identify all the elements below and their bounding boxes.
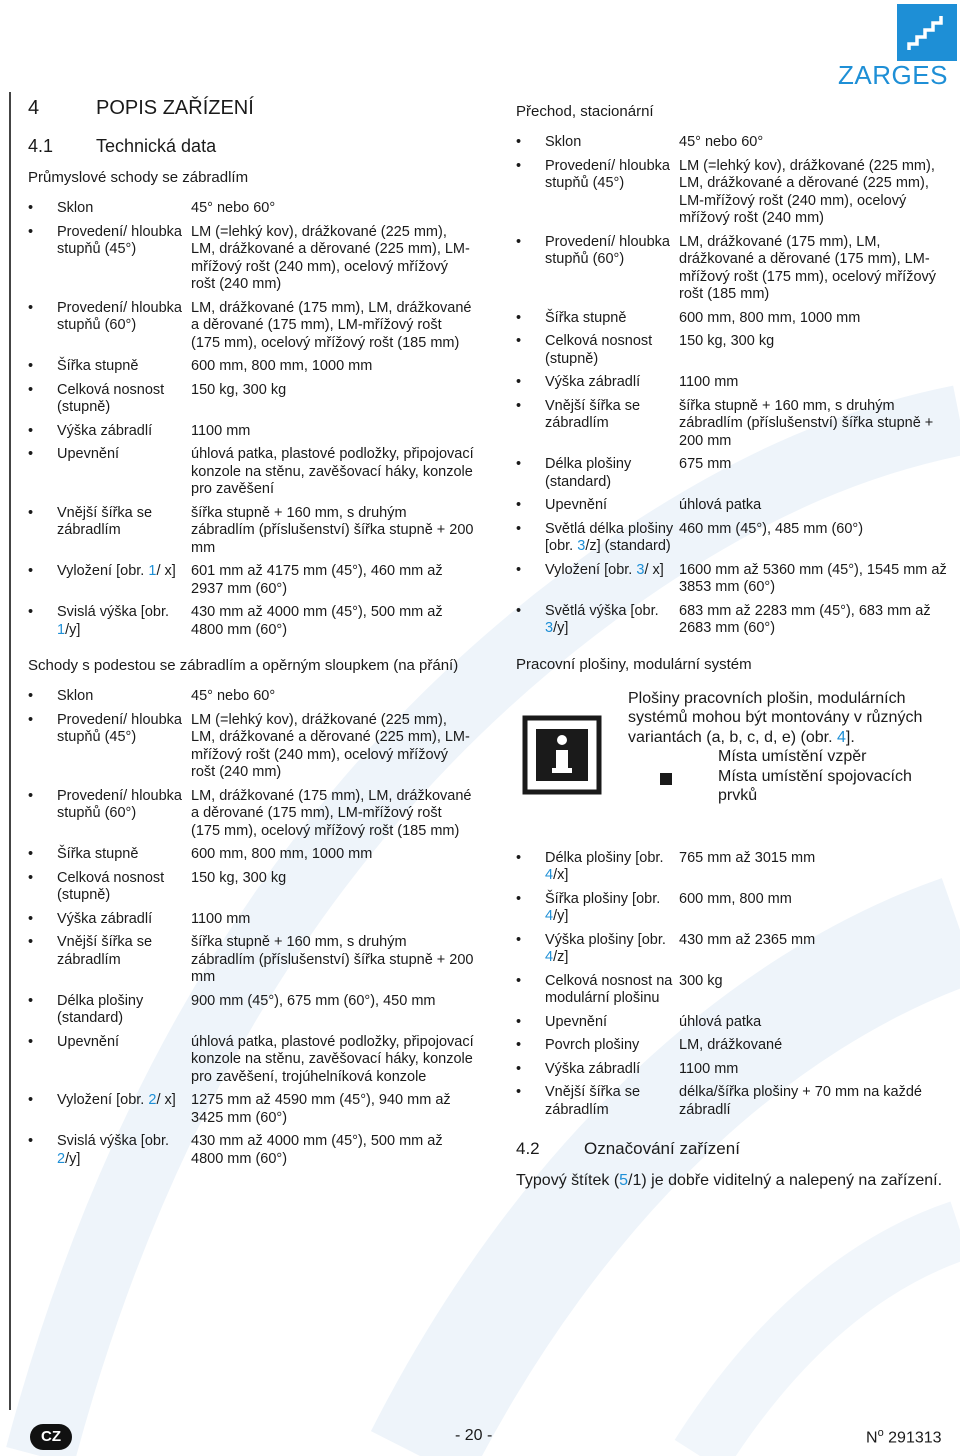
bullet-icon: • [516, 134, 522, 150]
spec-value: 1275 mm až 4590 mm (45°), 940 mm až 3425 mm (60°) [191, 1092, 451, 1126]
spec-value: 601 mm až 4175 mm (45°), 460 mm až 2937 mm (60°) [191, 563, 443, 597]
bullet-icon: • [28, 711, 34, 728]
bullet-icon: • [516, 333, 522, 349]
bullet-icon: • [516, 931, 522, 948]
bullet-icon: • [28, 563, 34, 579]
spec-list [516, 134, 956, 638]
spec-list [516, 850, 956, 1120]
spec-key: Délka plošiny [obr. 4/x] [545, 849, 664, 883]
spec-item [516, 497, 956, 515]
spec-key: Provedení/ hloubka stupňů (45°) [57, 223, 182, 257]
right-column [516, 103, 956, 1191]
spec-key: Svislá výška [obr. 1/y] [57, 604, 170, 638]
spec-value: 430 mm až 4000 mm (45°), 500 mm až 4800 mm (60°) [191, 1133, 443, 1167]
black-square-icon [660, 773, 672, 785]
bullet-icon: • [28, 358, 34, 374]
spec-list [28, 688, 478, 1168]
section-heading [28, 136, 478, 157]
legend-label: Místa umístění spojovacích prvků [718, 767, 912, 804]
spec-value: 300 kg [679, 972, 723, 989]
document-number: $N^o$ 291313 [866, 1427, 942, 1447]
spec-key: Sklon [57, 200, 94, 216]
spec-value: 600 mm, 800 mm, 1000 mm [191, 846, 373, 862]
figure-reference: 5 [619, 1172, 629, 1189]
chapter-title: POPIS ZAŘÍZENÍ [96, 97, 254, 119]
bullet-icon: • [28, 787, 34, 804]
spec-value: 45° nebo 60° [191, 200, 276, 216]
bullet-icon: • [516, 456, 522, 472]
spec-key: Provedení/ hloubka stupňů (60°) [545, 233, 670, 267]
spec-value: LM, drážkované [679, 1037, 783, 1053]
spec-key: Světlá výška [obr. 3/y] [545, 602, 659, 636]
spec-key: Výška zábradlí [545, 374, 641, 390]
spec-item [516, 891, 956, 926]
spec-item [516, 310, 956, 328]
spec-item [28, 446, 478, 499]
spec-value: úhlová patka [679, 497, 762, 513]
spec-value: LM (=lehký kov), drážkované (225 mm), LM, drážkované a děrované (225 mm), LM-mřížový rošt (240 mm), ocelový mřížový rošt (240 mm) [679, 157, 935, 226]
section-heading [516, 1139, 956, 1159]
bullet-icon: • [28, 604, 34, 620]
spec-item [516, 134, 956, 152]
spec-key: Vyložení [obr. 1/ x] [57, 563, 176, 579]
section-number: 4.2 [516, 1139, 540, 1158]
spec-value: LM, drážkované (175 mm), LM, drážkované a děrované (175 mm), LM-mřížový rošt (175 mm), ocelový mřížový rošt (185 mm) [191, 787, 472, 839]
spec-item [516, 1084, 956, 1119]
spec-value: 1600 mm až 5360 mm (45°), 1545 mm až 3853 mm (60°) [679, 561, 947, 595]
spec-value: šířka stupně + 160 mm, s druhým zábradlím (příslušenství) šířka stupně + 200 mm [191, 504, 474, 556]
spec-item [516, 562, 956, 597]
spec-key: Šířka stupně [545, 309, 627, 326]
bullet-icon: • [28, 869, 34, 886]
margin-rule [9, 92, 11, 1410]
spec-key: Upevnění [545, 1013, 608, 1030]
spec-value: 765 mm až 3015 mm [679, 849, 816, 866]
figure-reference: 1 [148, 563, 157, 579]
spec-key: Výška zábradlí [57, 422, 153, 439]
bullet-icon: • [516, 1060, 522, 1077]
bullet-icon: • [516, 1084, 522, 1100]
spec-item [516, 1061, 956, 1079]
bullet-icon: • [516, 497, 522, 513]
spec-value: 430 mm až 2365 mm [679, 931, 816, 948]
stairs-icon [897, 4, 957, 61]
spec-item [516, 1037, 956, 1055]
spec-value: 150 kg, 300 kg [679, 333, 775, 349]
page-number: - 20 - [455, 1427, 493, 1444]
brand-logo-mark [897, 4, 957, 61]
spec-value: 1100 mm [679, 1060, 739, 1077]
spec-item [516, 374, 956, 392]
spec-item [516, 333, 956, 368]
bullet-icon: • [516, 849, 522, 866]
bullet-icon: • [516, 972, 522, 989]
spec-key: Délka plošiny (standard) [57, 992, 144, 1026]
spec-item [28, 358, 478, 376]
bullet-icon: • [516, 602, 522, 619]
spec-item [28, 911, 478, 929]
bullet-icon: • [516, 233, 522, 250]
bullet-icon: • [516, 309, 522, 326]
spec-key: Celková nosnost (stupně) [545, 333, 653, 367]
spec-key: Vyložení [obr. 3/ x] [545, 561, 664, 578]
spec-value: 600 mm, 800 mm, 1000 mm [679, 309, 861, 326]
section-number: 4.1 [28, 136, 54, 156]
spec-key: Povrch plošiny [545, 1037, 640, 1053]
spec-value: šířka stupně + 160 mm, s druhým zábradlím (příslušenství) šířka stupně + 200 mm [191, 934, 474, 985]
bullet-icon: • [28, 446, 34, 462]
figure-reference: 4 [545, 908, 554, 924]
figure-reference: 1 [57, 621, 66, 638]
legend-item [628, 747, 958, 767]
spec-key: Vnější šířka se zábradlím [57, 934, 153, 968]
bullet-icon: • [28, 299, 34, 316]
bullet-icon: • [28, 688, 34, 704]
spec-item [28, 788, 478, 841]
bullet-icon: • [28, 381, 34, 398]
spec-list [28, 200, 478, 639]
spec-key: Provedení/ hloubka stupňů (60°) [57, 299, 182, 333]
bullet-icon: • [516, 374, 522, 390]
spec-item [28, 934, 478, 987]
spec-value: úhlová patka [679, 1013, 762, 1030]
legend-item [628, 767, 958, 806]
bullet-icon: • [28, 846, 34, 862]
spec-item [516, 603, 956, 638]
bullet-icon: • [516, 890, 522, 907]
language-badge: CZ [30, 1424, 72, 1450]
spec-item [28, 1034, 478, 1087]
info-text: Plošiny pracovních plošin, modulárních systémů mohou být montovány v různých variantách (a, b, c, d, e) (obr. 4]. [628, 689, 923, 746]
spec-value: 45° nebo 60° [191, 688, 276, 704]
spec-key: Výška zábradlí [545, 1060, 641, 1077]
spec-key: Celková nosnost (stupně) [57, 869, 165, 903]
block-title: Pracovní plošiny, modulární systém [516, 655, 752, 673]
spec-value: LM, drážkované (175 mm), LM, drážkované a děrované (175 mm), LM-mřížový rošt (175 mm), ocelový mřížový rošt (185 mm) [679, 233, 937, 302]
spec-value: 1100 mm [679, 374, 739, 390]
spec-value: 430 mm až 4000 mm (45°), 500 mm až 4800 mm (60°) [191, 604, 443, 638]
bullet-icon: • [28, 910, 34, 927]
spec-item [28, 1092, 478, 1127]
spec-key: Vnější šířka se zábradlím [545, 1084, 641, 1118]
block-title: Průmyslové schody se zábradlím [28, 169, 249, 186]
spec-item [28, 846, 478, 864]
spec-key: Sklon [545, 134, 582, 150]
bullet-icon: • [516, 397, 522, 414]
spec-key: Délka plošiny (standard) [545, 456, 632, 490]
bullet-icon: • [516, 520, 522, 537]
chapter-heading [28, 97, 478, 120]
spec-item [516, 521, 956, 556]
left-column [28, 97, 478, 1174]
section-paragraph: Typový štítek (5/1) je dobře viditelný a nalepený na zařízení. [516, 1172, 943, 1189]
spec-item [28, 563, 478, 598]
bullet-icon: • [516, 1037, 522, 1053]
figure-reference: 3 [545, 620, 554, 636]
spec-key: Sklon [57, 688, 94, 704]
spec-item [28, 200, 478, 218]
block-title: Schody s podestou se zábradlím a opěrným sloupkem (na přání) [28, 657, 459, 674]
spec-item [516, 973, 956, 1008]
spec-key: Celková nosnost na modulární plošinu [545, 972, 673, 1006]
figure-reference: 3 [577, 538, 586, 554]
spec-item [28, 712, 478, 782]
bullet-icon: • [516, 1013, 522, 1030]
spec-key: Celková nosnost (stupně) [57, 381, 165, 415]
spec-item [516, 234, 956, 304]
spec-item [516, 456, 956, 491]
figure-reference: 3 [636, 561, 645, 578]
spec-value: LM, drážkované (175 mm), LM, drážkované a děrované (175 mm), LM-mřížový rošt (175 mm), ocelový mřížový rošt (185 mm) [191, 299, 472, 351]
spec-item [516, 398, 956, 451]
figure-reference: 4 [545, 867, 554, 883]
bullet-icon: • [28, 422, 34, 439]
spec-key: Šířka plošiny [obr. 4/y] [545, 890, 661, 924]
spec-key: Výška plošiny [obr. 4/z] [545, 931, 666, 965]
spec-value: šířka stupně + 160 mm, s druhým zábradlím (příslušenství) šířka stupně + 200 mm [679, 397, 934, 449]
bullet-icon: • [28, 223, 34, 240]
spec-item [28, 604, 478, 639]
spec-item [28, 688, 478, 706]
bullet-icon: • [28, 504, 34, 521]
spec-item [28, 1133, 478, 1168]
spec-value: 460 mm (45°), 485 mm (60°) [679, 520, 864, 537]
spec-key: Upevnění [57, 446, 120, 462]
figure-reference: 4 [545, 949, 554, 965]
spec-key: Provedení/ hloubka stupňů (45°) [57, 711, 182, 745]
spec-key: Šířka stupně [57, 358, 139, 374]
bullet-icon: • [28, 1033, 34, 1050]
spec-value: 150 kg, 300 kg [191, 381, 287, 398]
brand-name: ZARGES [838, 60, 948, 90]
spec-value: LM (=lehký kov), drážkované (225 mm), LM, drážkované a děrované (225 mm), LM-mřížový rošt (240 mm), ocelový mřížový rošt (240 mm) [191, 711, 470, 780]
spec-value: 1100 mm [191, 422, 251, 439]
info-note [516, 687, 956, 806]
spec-key: Vyložení [obr. 2/ x] [57, 1092, 176, 1108]
spec-value: úhlová patka, plastové podložky, připojovací konzole na stěnu, zavěšovací háky, konzole pro zavěšení [191, 446, 474, 497]
spec-key: Upevnění [57, 1033, 120, 1050]
spec-value: 900 mm (45°), 675 mm (60°), 450 mm [191, 992, 436, 1009]
spec-item [28, 382, 478, 417]
spec-item [516, 932, 956, 967]
spec-key: Šířka stupně [57, 846, 139, 862]
figure-reference: 2 [57, 1150, 66, 1167]
bullet-icon: • [28, 1092, 34, 1108]
spec-item [28, 300, 478, 353]
spec-item [28, 224, 478, 294]
bullet-icon: • [28, 992, 34, 1009]
bullet-icon: • [516, 157, 522, 174]
spec-value: 600 mm, 800 mm, 1000 mm [191, 358, 373, 374]
spec-value: 45° nebo 60° [679, 134, 764, 150]
spec-value: 683 mm až 2283 mm (45°), 683 mm až 2683 mm (60°) [679, 602, 931, 636]
spec-item [28, 993, 478, 1028]
info-icon [522, 715, 602, 795]
legend-label: Místa umístění vzpěr [718, 748, 867, 765]
spec-item [28, 423, 478, 441]
spec-value: 150 kg, 300 kg [191, 869, 287, 886]
bullet-icon: • [28, 934, 34, 950]
spec-value: 1100 mm [191, 910, 251, 927]
figure-reference: 4 [836, 728, 846, 746]
spec-value: délka/šířka plošiny + 70 mm na každé zábradlí [679, 1084, 922, 1118]
spec-key: Vnější šířka se zábradlím [57, 504, 153, 538]
figure-reference: 2 [148, 1092, 157, 1108]
spec-value: 600 mm, 800 mm [679, 890, 792, 907]
spec-item [516, 158, 956, 228]
spec-item [516, 850, 956, 885]
section-title: Označování zařízení [584, 1139, 740, 1158]
block-title: Přechod, stacionární [516, 103, 654, 120]
spec-key: Světlá délka plošiny [obr. 3/z] (standard) [545, 520, 674, 554]
spec-key: Svislá výška [obr. 2/y] [57, 1133, 170, 1167]
spec-key: Upevnění [545, 497, 608, 513]
spec-item [28, 505, 478, 558]
spec-value: LM (=lehký kov), drážkované (225 mm), LM, drážkované a děrované (225 mm), LM-mřížový rošt (240 mm), ocelový mřížový rošt (240 mm) [191, 223, 470, 292]
page-footer [0, 1424, 960, 1452]
spec-value: 675 mm [679, 456, 732, 472]
bullet-icon: • [28, 1133, 34, 1149]
spec-key: Provedení/ hloubka stupňů (60°) [57, 787, 182, 821]
bullet-icon: • [28, 200, 34, 216]
chapter-number: 4 [28, 97, 40, 119]
spec-item [516, 1014, 956, 1032]
bullet-icon: • [516, 561, 522, 578]
spec-key: Vnější šířka se zábradlím [545, 397, 641, 431]
spec-value: úhlová patka, plastové podložky, připojovací konzole na stěnu, zavěšovací háky, konzole pro zavěšení, trojúhelníková konzole [191, 1033, 474, 1085]
section-title: Technická data [96, 136, 217, 156]
spec-key: Provedení/ hloubka stupňů (45°) [545, 157, 670, 191]
spec-item [28, 870, 478, 905]
spec-key: Výška zábradlí [57, 910, 153, 927]
